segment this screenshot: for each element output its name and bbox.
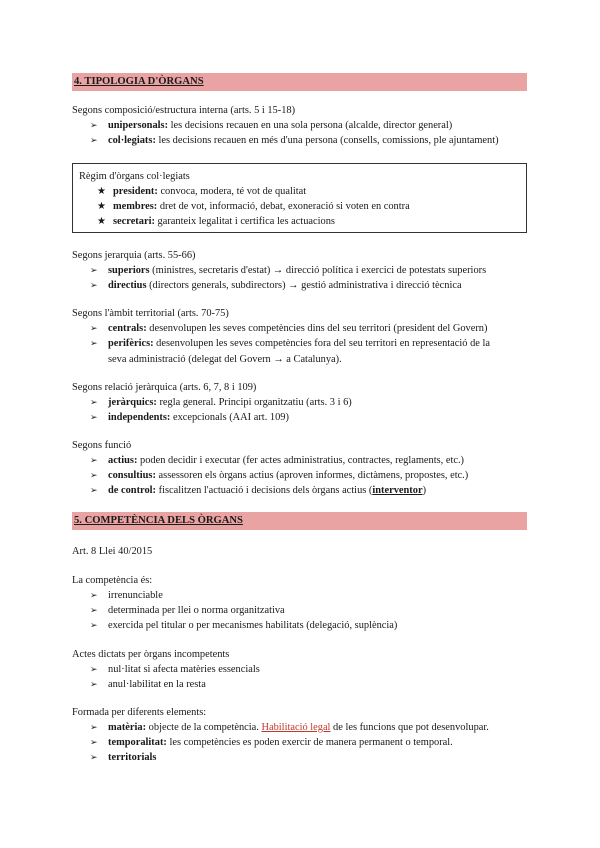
arrow-bullet-icon: ➢ bbox=[90, 471, 98, 481]
arrow-bullet-icon: ➢ bbox=[90, 413, 98, 423]
arrow-bullet-icon: ➢ bbox=[90, 266, 98, 276]
list-item: ➢ unipersonals: les decisions recauen en una sola persona (alcalde, director general) bbox=[90, 118, 452, 134]
arrow-bullet-icon: ➢ bbox=[90, 665, 98, 675]
list-item: ➢ directius (directors generals, subdirectors) → gestió administrativa i direcció tècnica bbox=[90, 278, 462, 294]
section-4-heading: 4. TIPOLOGIA D'ÒRGANS bbox=[72, 73, 527, 91]
arrow-bullet-icon: ➢ bbox=[90, 738, 98, 748]
arrow-bullet-icon: ➢ bbox=[90, 753, 98, 763]
arrow-bullet-icon: ➢ bbox=[90, 398, 98, 408]
list-item: ➢ temporalitat: les competències es poden exercir de manera permanent o temporal. bbox=[90, 735, 453, 751]
list-item: ➢ perifèrics: desenvolupen les seves competències fora del seu territori en representació de la seva administració (delegat del Govern → a Catalunya). bbox=[90, 338, 490, 365]
list-item: ➢ territorials bbox=[90, 750, 156, 766]
section-5-heading: 5. COMPETÈNCIA DELS ÒRGANS bbox=[72, 512, 527, 530]
list-item: ➢ anul·labilitat en la resta bbox=[90, 677, 206, 693]
list-item: ➢ centrals: desenvolupen les seves competències dins del seu territori (president del Govern) bbox=[90, 321, 487, 337]
list-item: ➢ jeràrquics: regla general. Principi organitzatiu (arts. 3 i 6) bbox=[90, 395, 352, 411]
list-item: ➢ superiors (ministres, secretaris d'estat) → direcció política i exercici de potestats superiors bbox=[90, 263, 486, 279]
list-item: ➢ consultius: assessoren els òrgans actius (aproven informes, dictàmens, propostes, etc.) bbox=[90, 468, 468, 484]
regim-title: Règim d'òrgans col·legiats bbox=[79, 171, 190, 182]
list-item: ➢ matèria: objecte de la competència. Habilitació legal de les funcions que pot desenvolupar. bbox=[90, 720, 489, 736]
list-item: ➢ irrenunciable bbox=[90, 588, 163, 604]
composicio-title: Segons composició/estructura interna (arts. 5 i 15-18) bbox=[72, 105, 296, 116]
arrow-bullet-icon: ➢ bbox=[90, 339, 98, 349]
list-item: ➢ exercida pel titular o per mecanismes habilitats (delegació, suplència) bbox=[90, 618, 397, 634]
list-item: ➢ nul·litat si afecta matèries essencials bbox=[90, 662, 260, 678]
list-item: ➢ actius: poden decidir i executar (fer actes administratius, contractes, reglaments, etc.) bbox=[90, 453, 464, 469]
star-bullet-icon: ★ bbox=[97, 216, 106, 227]
list-item: ➢ col·legiats: les decisions recauen en més d'una persona (consells, comissions, ple ajuntament) bbox=[90, 133, 499, 149]
arrow-bullet-icon: ➢ bbox=[90, 121, 98, 131]
arrow-bullet-icon: ➢ bbox=[90, 606, 98, 616]
arrow-bullet-icon: ➢ bbox=[90, 456, 98, 466]
regim-box bbox=[72, 163, 527, 233]
star-bullet-icon: ★ bbox=[97, 201, 106, 212]
funcio-title: Segons funció bbox=[72, 440, 132, 451]
arrow-bullet-icon: ➢ bbox=[90, 591, 98, 601]
ambit-title: Segons l'àmbit territorial (arts. 70-75) bbox=[72, 308, 229, 319]
list-item: ➢ determinada per llei o norma organitzativa bbox=[90, 603, 285, 619]
competencia-title: La competència és: bbox=[72, 575, 153, 586]
relacio-title: Segons relació jeràrquica (arts. 6, 7, 8 i 109) bbox=[72, 382, 257, 393]
habilitacio-legal-link: Habilitació legal bbox=[261, 722, 331, 733]
jerarquia-title: Segons jerarquia (arts. 55-66) bbox=[72, 250, 196, 261]
list-item: ★ secretari: garanteix legalitat i certifica les actuacions bbox=[97, 216, 335, 227]
list-item: ★ membres: dret de vot, informació, debat, exoneració si voten en contra bbox=[97, 201, 410, 212]
list-item: ★ president: convoca, modera, té vot de qualitat bbox=[97, 186, 307, 197]
arrow-bullet-icon: ➢ bbox=[90, 723, 98, 733]
list-item: ➢ independents: excepcionals (AAI art. 109) bbox=[90, 410, 289, 426]
arrow-bullet-icon: ➢ bbox=[90, 324, 98, 334]
article-reference: Art. 8 Llei 40/2015 bbox=[72, 546, 153, 557]
arrow-bullet-icon: ➢ bbox=[90, 680, 98, 690]
arrow-bullet-icon: ➢ bbox=[90, 281, 98, 291]
arrow-bullet-icon: ➢ bbox=[90, 621, 98, 631]
actes-title: Actes dictats per òrgans incompetents bbox=[72, 649, 230, 660]
arrow-bullet-icon: ➢ bbox=[90, 486, 98, 496]
list-item: ➢ de control: fiscalitzen l'actuació i decisions dels òrgans actius (interventor) bbox=[90, 483, 426, 499]
arrow-bullet-icon: ➢ bbox=[90, 136, 98, 146]
star-bullet-icon: ★ bbox=[97, 186, 106, 197]
elements-title: Formada per diferents elements: bbox=[72, 707, 207, 718]
interventor-link: interventor bbox=[372, 485, 423, 496]
